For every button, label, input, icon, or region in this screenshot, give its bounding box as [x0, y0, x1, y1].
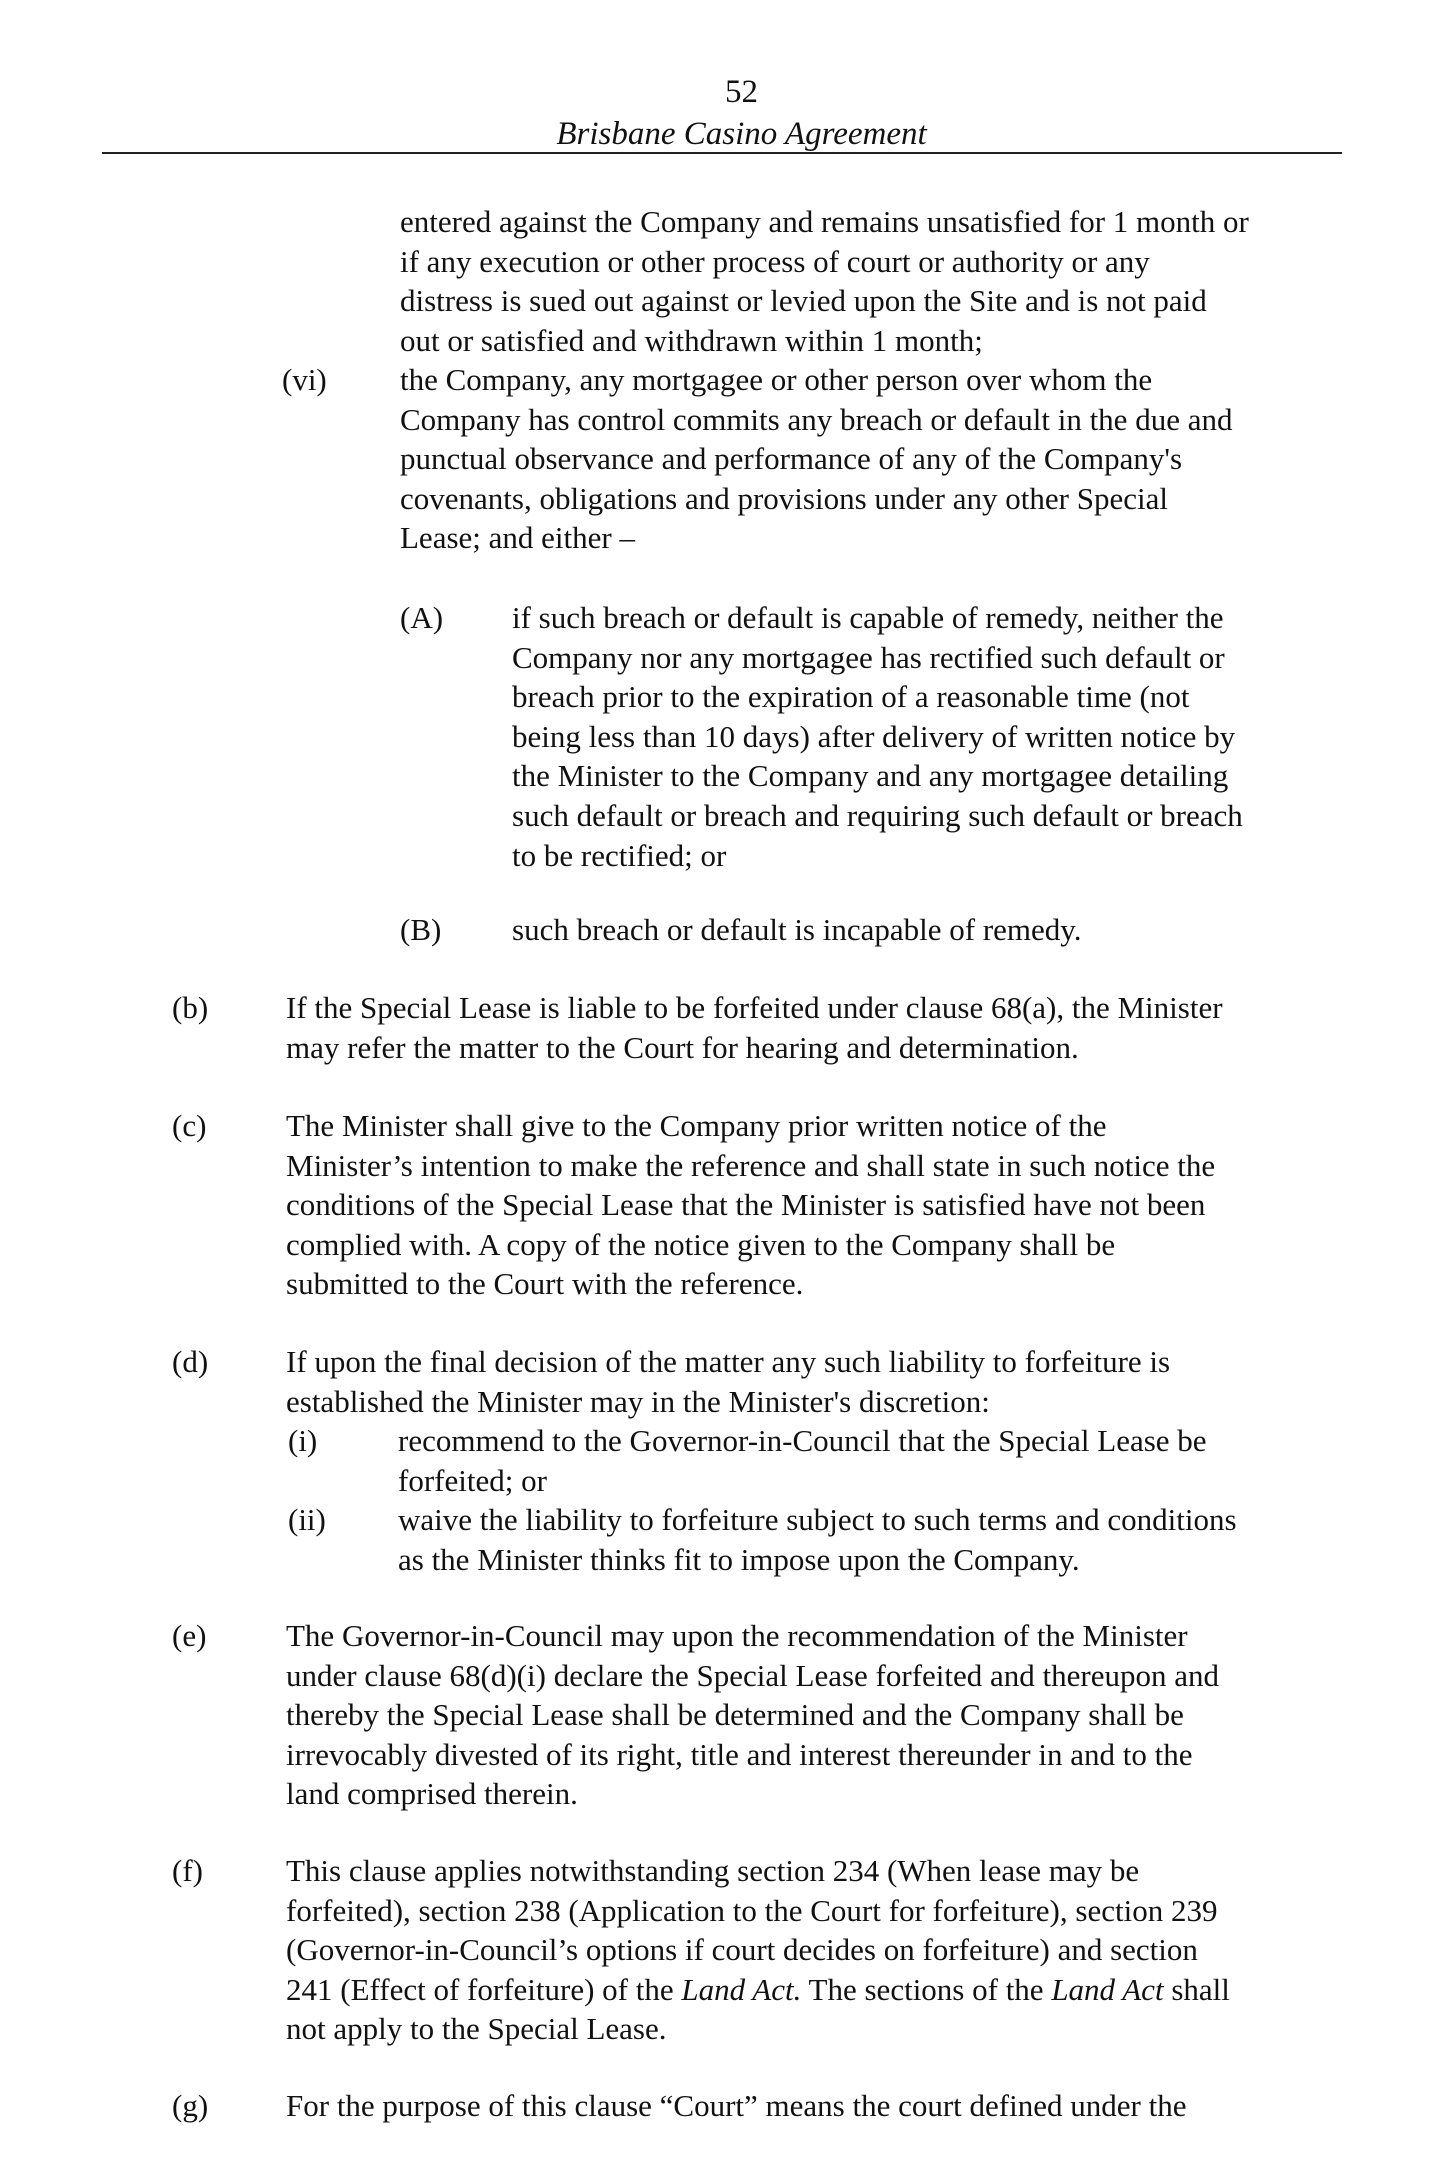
clause-label-c: (c) [172, 1108, 207, 1143]
text-span: 241 (Effect of forfeiture) of the [286, 1971, 682, 2007]
item-vi-text [400, 360, 1232, 558]
text-line: to be rectified; or [512, 837, 727, 873]
text-line: if such breach or default is capable of remedy, neither the [512, 600, 1224, 635]
text-span: The sections of the [801, 1971, 1052, 2007]
clause-label-f: (f) [172, 1853, 203, 1888]
clause-label-e: (e) [172, 1618, 207, 1653]
text-line: (Governor-in-Council’s options if court decides on forfeiture) and section [286, 1932, 1198, 1968]
text-line: out or satisfied and withdrawn within 1 month; [400, 322, 983, 358]
header-rule [102, 152, 1342, 154]
sub-label-i: (i) [288, 1423, 318, 1458]
text-line: distress is sued out against or levied upon the Site and is not paid [400, 283, 1207, 319]
text-line: such breach or default is incapable of remedy. [512, 912, 1082, 947]
text-line: if any execution or other process of court or authority or any [400, 243, 1150, 279]
clause-b-text [286, 988, 1223, 1067]
text-line: If the Special Lease is liable to be forfeited under clause 68(a), the Minister [286, 990, 1223, 1025]
sub-ii-text [398, 1500, 1237, 1579]
text-line: forfeited), section 238 (Application to the Court for forfeiture), section 239 [286, 1892, 1218, 1928]
text-line: the Minister to the Company and any mortgagee detailing [512, 758, 1229, 794]
sub-label-ii: (ii) [288, 1502, 326, 1537]
text-line: Lease; and either – [400, 520, 635, 556]
clause-label-d: (d) [172, 1344, 209, 1379]
sub-i-text [398, 1421, 1207, 1500]
item-label-vi: (vi) [282, 362, 327, 397]
clause-e-text [286, 1616, 1219, 1814]
clause-f-text [286, 1851, 1230, 2049]
clause-label-g: (g) [172, 2088, 209, 2123]
text-line: If upon the final decision of the matter any such liability to forfeiture is [286, 1344, 1171, 1379]
item-label-A: (A) [400, 600, 444, 635]
text-line: under clause 68(d)(i) declare the Special Lease forfeited and thereupon and [286, 1657, 1219, 1693]
text-line: thereby the Special Lease shall be determined and the Company shall be [286, 1697, 1184, 1733]
text-line: may refer the matter to the Court for hearing and determination. [286, 1029, 1079, 1065]
text-line: The Governor-in-Council may upon the recommendation of the Minister [286, 1618, 1188, 1653]
text-line: forfeited; or [398, 1462, 547, 1498]
item-label-B: (B) [400, 912, 442, 947]
text-line: Company nor any mortgagee has rectified such default or [512, 639, 1225, 675]
text-line: The Minister shall give to the Company prior written notice of the [286, 1108, 1107, 1143]
clause-label-b: (b) [172, 990, 209, 1025]
text-line [286, 1970, 1230, 2010]
continuation-paragraph [400, 202, 1249, 360]
text-line: Company has control commits any breach or default in the due and [400, 401, 1233, 437]
document-title: Brisbane Casino Agreement [556, 116, 927, 152]
text-line: as the Minister thinks fit to impose upon the Company. [398, 1541, 1080, 1577]
text-line: being less than 10 days) after delivery of written notice by [512, 718, 1236, 754]
text-line: breach prior to the expiration of a reasonable time (not [512, 679, 1190, 715]
text-line: land comprised therein. [286, 1776, 578, 1812]
clause-g-text [286, 2086, 1186, 2126]
text-line: conditions of the Special Lease that the Minister is satisfied have not been [286, 1187, 1206, 1223]
text-span: shall [1163, 1971, 1230, 2007]
text-line: waive the liability to forfeiture subject to such terms and conditions [398, 1502, 1237, 1537]
text-line: For the purpose of this clause “Court” means the court defined under the [286, 2088, 1187, 2123]
act-title: Land Act. [681, 1971, 802, 2007]
text-line: Minister’s intention to make the reference and shall state in such notice the [286, 1147, 1216, 1183]
page-header [0, 72, 1453, 154]
clause-c-text [286, 1106, 1215, 1304]
text-line: punctual observance and performance of any of the Company's [400, 441, 1183, 477]
text-line: such default or breach and requiring such default or breach [512, 797, 1243, 833]
clause-d-text [286, 1342, 1170, 1421]
text-line: This clause applies notwithstanding section 234 (When lease may be [286, 1853, 1140, 1888]
text-line: not apply to the Special Lease. [286, 2011, 667, 2047]
act-title: Land Act [1051, 1971, 1164, 2007]
text-line: the Company, any mortgagee or other person over whom the [400, 362, 1153, 397]
item-B-text [512, 910, 1082, 950]
text-line: complied with. A copy of the notice given to the Company shall be [286, 1226, 1116, 1262]
text-line: entered against the Company and remains unsatisfied for 1 month or [400, 204, 1249, 239]
text-line: submitted to the Court with the reference. [286, 1266, 804, 1302]
text-line: irrevocably divested of its right, title and interest thereunder in and to the [286, 1736, 1193, 1772]
text-line: established the Minister may in the Minister's discretion: [286, 1383, 990, 1419]
page-number: 52 [725, 74, 758, 110]
text-line: covenants, obligations and provisions under any other Special [400, 480, 1168, 516]
text-line: recommend to the Governor-in-Council that the Special Lease be [398, 1423, 1207, 1458]
item-A-text [512, 598, 1243, 875]
